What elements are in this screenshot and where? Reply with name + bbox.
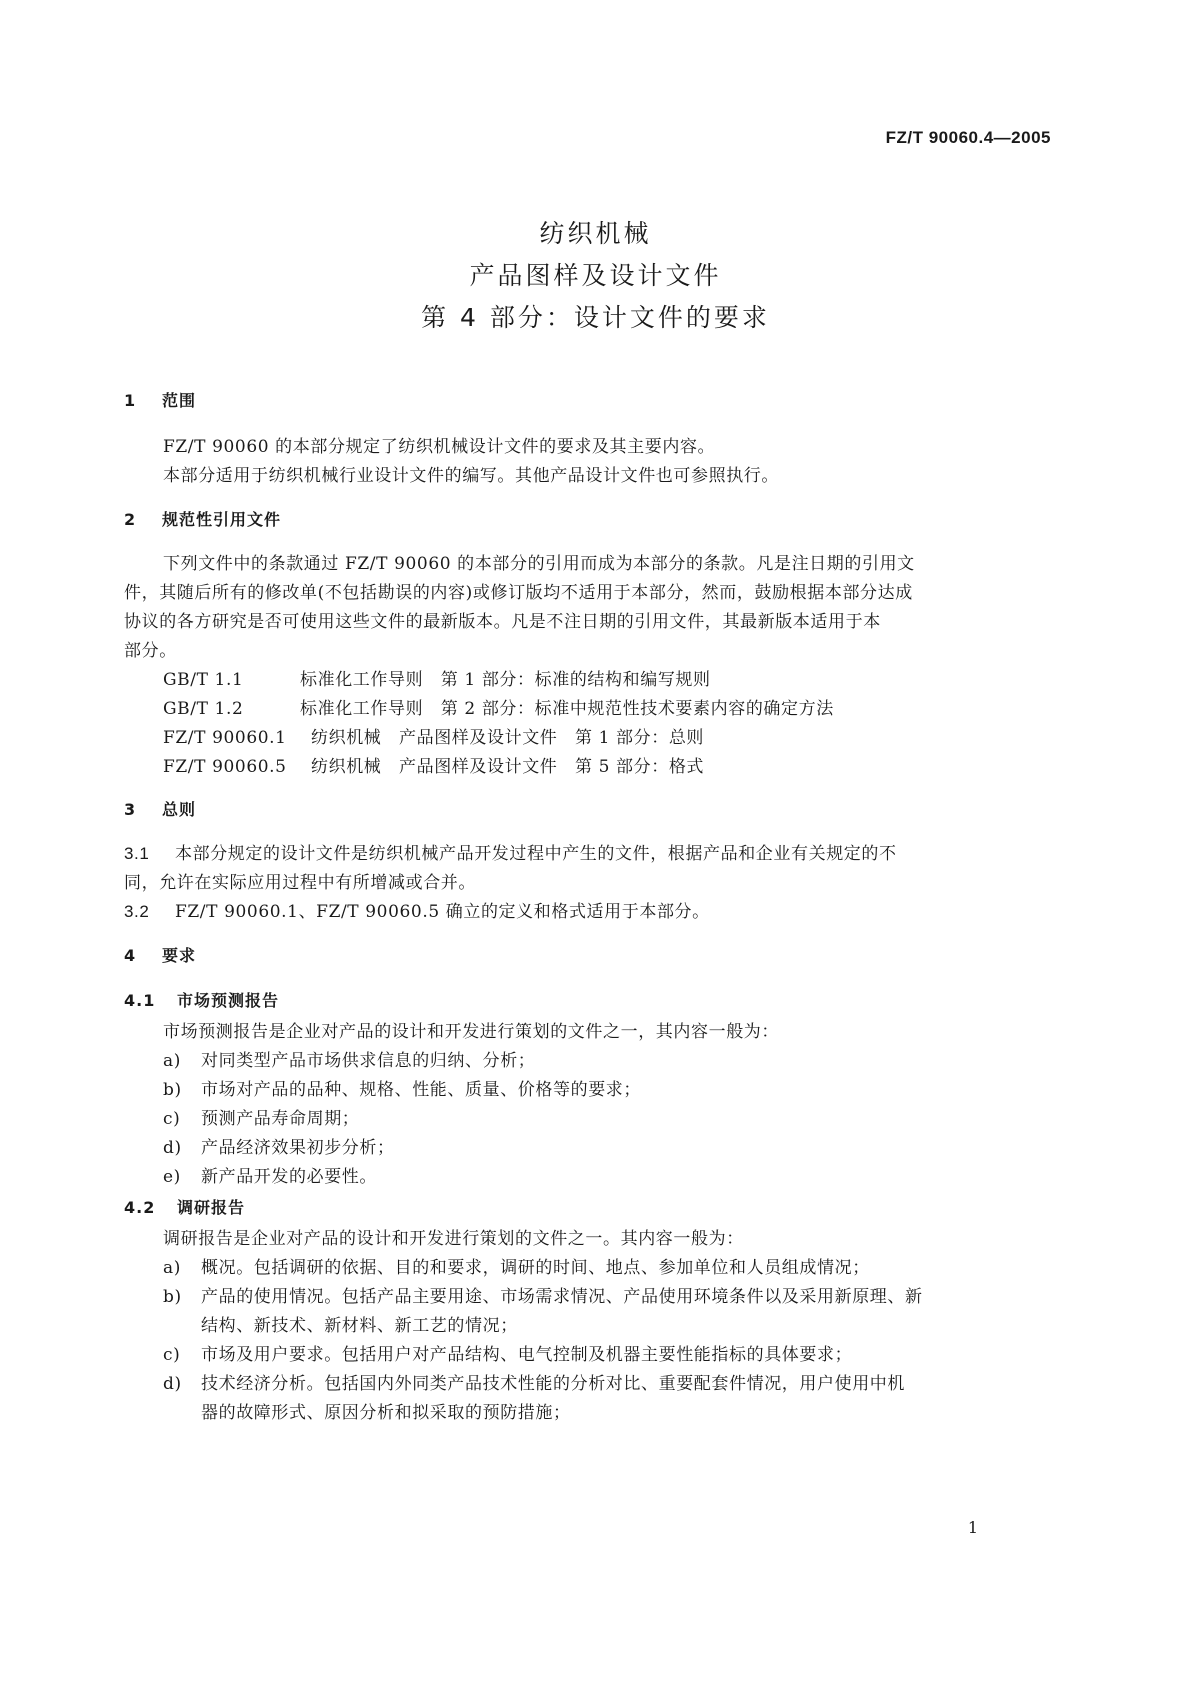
list-item — [163, 1369, 905, 1394]
s1-paragraph-2: 本部分适用于纺织机械行业设计文件的编写。其他产品设计文件也可参照执行。 — [163, 466, 779, 486]
normative-reference — [163, 723, 704, 748]
subsection-number: 4.2 — [124, 1198, 156, 1217]
reference-title: 标准化工作导则 第 2 部分：标准中规范性技术要素内容的确定方法 — [300, 699, 834, 719]
list-text: 产品的使用情况。包括产品主要用途、市场需求情况、产品使用环境条件以及采用新原理、新 — [201, 1287, 923, 1307]
subsection-4-2-heading — [124, 1195, 245, 1218]
list-text: 产品经济效果初步分析； — [201, 1138, 395, 1158]
section-number: 3 — [124, 800, 137, 819]
list-marker: b) — [163, 1080, 182, 1100]
subsection-number: 4.1 — [124, 991, 156, 1010]
reference-code: GB/T 1.1 — [163, 670, 244, 690]
clause-3-2 — [124, 897, 710, 922]
list-marker: c) — [163, 1109, 181, 1129]
section-number: 1 — [124, 391, 137, 410]
s41-intro: 市场预测报告是企业对产品的设计和开发进行策划的文件之一，其内容一般为： — [163, 1022, 779, 1042]
s2-paragraph-line: 部分。 — [124, 641, 177, 661]
subsection-4-1-heading — [124, 988, 279, 1011]
reference-title: 标准化工作导则 第 1 部分：标准的结构和编写规则 — [300, 670, 711, 690]
section-1-heading — [124, 388, 196, 411]
s2-paragraph-line: 协议的各方研究是否可使用这些文件的最新版本。凡是不注日期的引用文件，其最新版本适用于本 — [124, 612, 881, 632]
list-item — [163, 1133, 395, 1158]
clause-text: 本部分规定的设计文件是纺织机械产品开发过程中产生的文件，根据产品和企业有关规定的不 — [175, 844, 897, 864]
normative-reference — [163, 694, 834, 719]
page-number: 1 — [967, 1518, 978, 1537]
reference-code: FZ/T 90060.1 — [163, 728, 287, 748]
list-item-continuation: 结构、新技术、新材料、新工艺的情况； — [201, 1316, 518, 1336]
list-marker: a) — [163, 1258, 181, 1278]
list-marker: b) — [163, 1287, 182, 1307]
s2-paragraph-line: 下列文件中的条款通过 FZ/T 90060 的本部分的引用而成为本部分的条款。凡是注日期的引用文 — [163, 554, 915, 574]
list-item — [163, 1162, 377, 1187]
list-text: 市场对产品的品种、规格、性能、质量、价格等的要求； — [201, 1080, 641, 1100]
list-marker: a) — [163, 1051, 181, 1071]
s42-intro: 调研报告是企业对产品的设计和开发进行策划的文件之一。其内容一般为： — [163, 1229, 744, 1249]
list-text: 预测产品寿命周期； — [201, 1109, 360, 1129]
list-item — [163, 1340, 852, 1365]
list-item-continuation: 器的故障形式、原因分析和拟采取的预防措施； — [201, 1403, 571, 1423]
s2-paragraph-line: 件，其随后所有的修改单(不包括勘误的内容)或修订版均不适用于本部分，然而，鼓励根据本部分达成 — [124, 583, 913, 603]
section-title: 要求 — [162, 946, 197, 965]
reference-title: 纺织机械 产品图样及设计文件 第 5 部分：格式 — [311, 757, 705, 777]
clause-3-1-continuation: 同，允许在实际应用过程中有所增减或合并。 — [124, 873, 476, 893]
list-marker: d) — [163, 1374, 182, 1394]
clause-3-1 — [124, 839, 897, 864]
section-number: 4 — [124, 946, 137, 965]
list-text: 新产品开发的必要性。 — [201, 1167, 377, 1187]
list-item — [163, 1104, 359, 1129]
reference-code: GB/T 1.2 — [163, 699, 244, 719]
list-item — [163, 1253, 870, 1278]
standard-code: FZ/T 90060.4—2005 — [885, 128, 1051, 147]
title-line-1: 纺织机械 — [539, 219, 652, 248]
clause-text: FZ/T 90060.1、FZ/T 90060.5 确立的定义和格式适用于本部分。 — [175, 902, 710, 922]
list-text: 对同类型产品市场供求信息的归纳、分析； — [201, 1051, 536, 1071]
subsection-title: 市场预测报告 — [177, 991, 280, 1010]
section-3-heading — [124, 797, 196, 820]
section-number: 2 — [124, 510, 137, 529]
list-item — [163, 1075, 641, 1100]
normative-reference — [163, 752, 704, 777]
list-item — [163, 1046, 535, 1071]
list-marker: e) — [163, 1167, 181, 1187]
s1-paragraph-1: FZ/T 90060 的本部分规定了纺织机械设计文件的要求及其主要内容。 — [163, 437, 716, 457]
title-line-3: 第 4 部分：设计文件的要求 — [421, 303, 770, 332]
section-title: 范围 — [162, 391, 197, 410]
title-line-2: 产品图样及设计文件 — [469, 261, 722, 290]
section-title: 总则 — [162, 800, 197, 819]
reference-code: FZ/T 90060.5 — [163, 757, 287, 777]
section-4-heading — [124, 943, 196, 966]
list-text: 市场及用户要求。包括用户对产品结构、电气控制及机器主要性能指标的具体要求； — [201, 1345, 853, 1365]
list-marker: d) — [163, 1138, 182, 1158]
list-marker: c) — [163, 1345, 181, 1365]
list-text: 技术经济分析。包括国内外同类产品技术性能的分析对比、重要配套件情况，用户使用中机 — [201, 1374, 905, 1394]
clause-number: 3.1 — [124, 844, 150, 863]
list-text: 概况。包括调研的依据、目的和要求，调研的时间、地点、参加单位和人员组成情况； — [201, 1258, 870, 1278]
list-item — [163, 1282, 923, 1307]
section-title: 规范性引用文件 — [162, 510, 282, 529]
subsection-title: 调研报告 — [177, 1198, 246, 1217]
normative-reference — [163, 665, 711, 690]
section-2-heading — [124, 507, 281, 530]
clause-number: 3.2 — [124, 902, 150, 921]
reference-title: 纺织机械 产品图样及设计文件 第 1 部分：总则 — [311, 728, 705, 748]
